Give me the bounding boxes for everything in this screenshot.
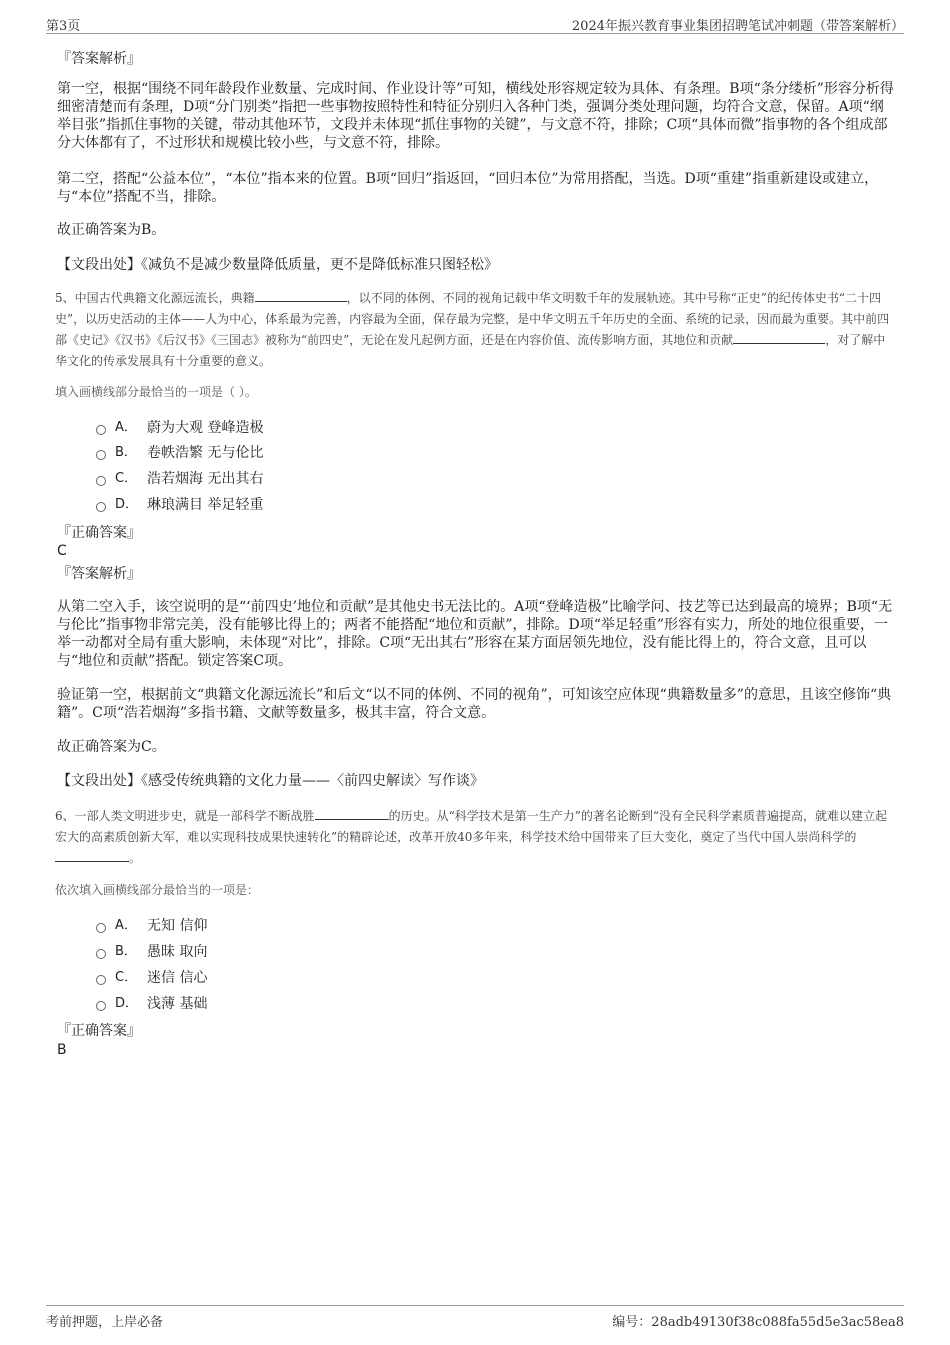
option-text: 琳琅满目 举足轻重 xyxy=(147,497,264,513)
option-key: C． xyxy=(115,471,138,486)
option-text: 愚昧 取向 xyxy=(147,944,208,960)
q4-analysis-para1: 第一空，根据“围绕不同年龄段作业数量、完成时间、作业设计等”可知，横线处形容规定较为具体、有条理。B项“条分缕析”形容分析得细密清楚而有条理，D项“分门别类”指把一些事物按照特性和特征分别归入各种门类，强调分类处理问题，均符合文意，保留。A项“纲举目张”指抓住事物的关键，带动其他环节，文段并未体现“抓住事物的关键”，与文意不符，排除；C项“具体而微”指事物的各个组成部分大体都有了，不过形状和规模比较小些，与文意不符，排除。 xyxy=(57,81,894,151)
q6-stem xyxy=(55,806,893,869)
q5-source: 【文段出处】《感受传统典籍的文化力量——〈前四史解读〉写作谈》 xyxy=(57,773,484,789)
q4-conclusion: 故正确答案为B。 xyxy=(57,222,166,238)
q5-stem-part1: 5、中国古代典籍文化源远流长，典籍 xyxy=(55,291,255,305)
option-key: D． xyxy=(115,497,139,512)
q6-option-c[interactable] xyxy=(96,968,207,988)
q5-analysis-para2: 验证第一空，根据前文“典籍文化源远流长”和后文“以不同的体例、不同的视角”，可知该空应体现“典籍数量多”的意思，且该空修饰“典籍”。C项“浩若烟海”多指书籍、文献等数量多，极其丰富，符合文意。 xyxy=(57,687,892,721)
radio-icon[interactable] xyxy=(96,949,106,959)
radio-icon[interactable] xyxy=(96,975,106,985)
q4-source: 【文段出处】《减负不是减少数量降低质量，更不是降低标准只图轻松》 xyxy=(57,257,498,273)
q6-stem-part3: 。 xyxy=(129,851,142,865)
analysis-label: 『答案解析』 xyxy=(57,566,141,582)
option-text: 无知 信仰 xyxy=(147,918,208,934)
radio-icon[interactable] xyxy=(96,923,106,933)
q6-option-a[interactable] xyxy=(96,916,207,936)
option-text: 浅薄 基础 xyxy=(147,996,208,1012)
document-code: 编号：28adb49130f38c088fa55d5e3ac58ea8 xyxy=(612,1315,904,1330)
q5-stem-part2: ，以不同的体例、不同的视角记载中华文明数千年的发展轨迹。其中号称“正史”的纪传体史书“二十四史”，以历史活动的主体——人为中心，体系最为完善，内容最为全面，保存最为完整，是中华文明五千年历史的全面、系统的记录，因而最为重要。其中前四部《史记》《汉书》《后汉书》《三国志》被称为“前四史”，无论在发凡起例方面，还是在内容价值、流传影响方面，其地位和贡献 xyxy=(55,291,890,347)
q6-option-d[interactable] xyxy=(96,994,207,1014)
q5-option-c[interactable] xyxy=(96,469,263,489)
footer-slogan: 考前押题，上岸必备 xyxy=(46,1315,164,1330)
q5-option-b[interactable] xyxy=(96,443,263,463)
q5-stem xyxy=(55,288,893,372)
q5-conclusion: 故正确答案为C。 xyxy=(57,739,166,755)
radio-icon[interactable] xyxy=(96,502,106,512)
document-title: 2024年振兴教育事业集团招聘笔试冲刺题（带答案解析） xyxy=(571,19,904,34)
correct-answer-label: 『正确答案』 xyxy=(57,1023,141,1039)
option-key: D． xyxy=(115,996,139,1011)
option-key: A． xyxy=(115,420,137,435)
option-text: 浩若烟海 无出其右 xyxy=(147,471,264,487)
q5-option-d[interactable] xyxy=(96,495,263,515)
analysis-label: 『答案解析』 xyxy=(57,51,141,67)
option-key: A． xyxy=(115,918,137,933)
q4-analysis-para2: 第二空，搭配“公益本位”，“本位”指本来的位置。B项“回归”指返回，“回归本位”为常用搭配，当选。D项“重建”指重新建设或建立，与“本位”搭配不当，排除。 xyxy=(57,171,879,205)
q5-stem-part3: ，对了解中华文化的传承发展具有十分重要的意义。 xyxy=(55,333,886,368)
q6-option-b[interactable] xyxy=(96,942,207,962)
page-footer xyxy=(46,1305,904,1328)
q6-stem-part2: 的历史。从“科学技术是第一生产力”的著名论断到“没有全民科学素质普遍提高，就难以建立起宏大的高素质创新大军，难以实现科技成果快速转化”的精辟论述，改革开放40多年来，科学技术给中国带来了巨大变化，奠定了当代中国人崇尚科学的 xyxy=(55,809,888,844)
q5-analysis-para1: 从第二空入手，该空说明的是“‘前四史’地位和贡献”是其他史书无法比的。A项“登峰造极”比喻学问、技艺等已达到最高的境界；B项“无与伦比”指事物非常完美，没有能够比得上的；两者不能搭配“地位和贡献”，排除。D项“举足轻重”形容有实力，所处的地位很重要，一举一动都对全局有重大影响，未体现“对比”，排除。C项“无出其右”形容在某方面居领先地位，没有能比得上的，符合文意，且可以与“地位和贡献”搭配。锁定答案C项。 xyxy=(57,599,893,669)
option-key: B． xyxy=(115,944,137,959)
radio-icon[interactable] xyxy=(96,476,106,486)
answer-blank xyxy=(55,850,129,862)
answer-blank xyxy=(733,332,825,344)
q5-instruction: 填入画横线部分最恰当的一项是（ ）。 xyxy=(55,385,257,399)
answer-blank xyxy=(315,808,389,820)
answer-blank xyxy=(255,290,347,302)
correct-answer-label: 『正确答案』 xyxy=(57,525,141,541)
q5-option-a[interactable] xyxy=(96,418,263,438)
option-key: C． xyxy=(115,970,138,985)
radio-icon[interactable] xyxy=(96,1001,106,1011)
option-text: 卷帙浩繁 无与伦比 xyxy=(147,445,264,461)
q5-correct-answer: C xyxy=(57,543,67,559)
q6-correct-answer: B xyxy=(57,1042,67,1058)
radio-icon[interactable] xyxy=(96,450,106,460)
radio-icon[interactable] xyxy=(96,425,106,435)
page-header xyxy=(46,14,904,34)
option-text: 蔚为大观 登峰造极 xyxy=(147,420,264,436)
page-number: 第3页 xyxy=(46,19,81,34)
q6-stem-part1: 6、一部人类文明进步史，就是一部科学不断战胜 xyxy=(55,809,315,823)
q6-instruction: 依次填入画横线部分最恰当的一项是： xyxy=(55,883,260,897)
option-key: B． xyxy=(115,445,137,460)
option-text: 迷信 信心 xyxy=(147,970,208,986)
